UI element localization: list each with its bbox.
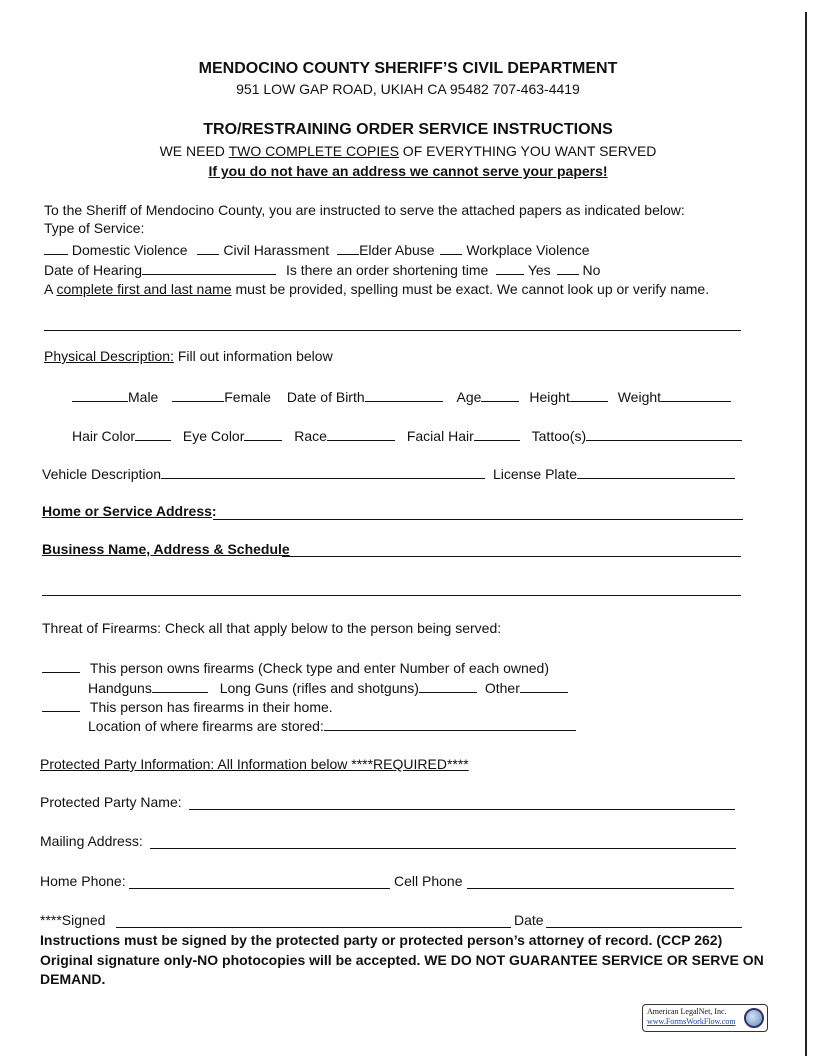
- home-address-label: Home or Service Address:: [42, 503, 217, 519]
- hair-color-field[interactable]: [135, 426, 171, 441]
- footer-line-3: DEMAND.: [40, 971, 106, 987]
- facial-hair-field[interactable]: [474, 426, 520, 441]
- name-requirement: A complete first and last name must be provided, spelling must be exact. We cannot look up or verify name.: [44, 281, 710, 297]
- male-field[interactable]: [72, 387, 128, 402]
- instruction-text: To the Sheriff of Mendocino County, you are instructed to serve the attached papers as indicated below:: [44, 202, 685, 218]
- copies-notice: WE NEED TWO COMPLETE COPIES OF EVERYTHING YOU WANT SERVED: [159, 143, 657, 159]
- mailing-address-label: Mailing Address:: [40, 833, 143, 849]
- owns-firearms-row: This person owns firearms (Check type and enter Number of each owned): [42, 658, 549, 676]
- height-field[interactable]: [570, 387, 608, 402]
- logo-url[interactable]: www.FormsWorkFlow.com: [647, 1017, 736, 1026]
- handguns-count-field[interactable]: [152, 678, 208, 693]
- hearing-date-field[interactable]: [142, 260, 276, 275]
- other-count-field[interactable]: [520, 678, 568, 693]
- business-line-1[interactable]: [282, 556, 741, 557]
- home-address-line[interactable]: [213, 519, 743, 520]
- has-firearms-row: This person has firearms in their home.: [42, 697, 333, 715]
- tattoos-field[interactable]: [586, 426, 742, 441]
- date-field[interactable]: [546, 927, 742, 928]
- form-title: TRO/RESTRAINING ORDER SERVICE INSTRUCTIONS: [203, 121, 613, 138]
- physical-row-1: Male Female Date of Birth Age Height Weight: [72, 387, 731, 405]
- license-plate-field[interactable]: [577, 464, 735, 479]
- protected-name-field[interactable]: [189, 809, 735, 810]
- legalnet-logo: [642, 1004, 768, 1032]
- logo-company: American LegalNet, Inc.: [647, 1007, 727, 1016]
- footer-line-1: Instructions must be signed by the protected party or protected person’s attorney of record. (CCP 262): [40, 932, 723, 948]
- department-title: MENDOCINO COUNTY SHERIFF’S CIVIL DEPARTMENT: [198, 60, 618, 77]
- name-field-line[interactable]: [44, 330, 741, 331]
- firearm-types-row: Handguns Long Guns (rifles and shotguns) Other: [88, 678, 568, 696]
- firearms-location-field[interactable]: [324, 716, 576, 731]
- long-guns-count-field[interactable]: [419, 678, 477, 693]
- home-phone-field[interactable]: [129, 888, 390, 889]
- service-type-row: Domestic Violence Civil Harassment Elder Abuse Workplace Violence: [44, 240, 590, 258]
- footer-line-2: Original signature only-NO photocopies will be accepted. WE DO NOT GUARANTEE SERVICE OR SERVE ON: [40, 952, 764, 968]
- physical-row-2: Hair Color Eye Color Race Facial Hair Tattoo(s): [72, 426, 742, 444]
- owns-firearms-checkbox[interactable]: [42, 658, 80, 673]
- race-field[interactable]: [327, 426, 395, 441]
- shortening-yes-field[interactable]: [496, 260, 524, 275]
- elder-abuse-checkbox[interactable]: [337, 240, 359, 255]
- department-address: 951 LOW GAP ROAD, UKIAH CA 95482 707-463-4419: [236, 81, 580, 97]
- physical-heading: Physical Description: Fill out information below: [44, 348, 333, 364]
- shortening-no-field[interactable]: [557, 260, 579, 275]
- has-firearms-checkbox[interactable]: [42, 697, 80, 712]
- cell-phone-field[interactable]: [467, 888, 734, 889]
- mailing-address-field[interactable]: [150, 848, 736, 849]
- female-field[interactable]: [172, 387, 224, 402]
- weight-field[interactable]: [661, 387, 731, 402]
- firearms-location-row: Location of where firearms are stored:: [88, 716, 576, 734]
- signed-label: ****Signed: [40, 912, 106, 928]
- vehicle-row: Vehicle Description License Plate: [42, 464, 735, 482]
- globe-icon: [744, 1008, 764, 1028]
- protected-party-heading: Protected Party Information: All Information below ****REQUIRED****: [40, 756, 469, 772]
- domestic-violence-checkbox[interactable]: [44, 240, 68, 255]
- eye-color-field[interactable]: [244, 426, 282, 441]
- business-label: Business Name, Address & Schedule: [42, 541, 290, 557]
- vehicle-field[interactable]: [161, 464, 485, 479]
- cell-phone-label: Cell Phone: [394, 873, 463, 889]
- civil-harassment-checkbox[interactable]: [197, 240, 219, 255]
- business-line-2[interactable]: [42, 595, 741, 596]
- hearing-row: Date of Hearing Is there an order shortening time Yes No: [44, 262, 601, 278]
- age-field[interactable]: [481, 387, 519, 402]
- protected-name-label: Protected Party Name:: [40, 794, 182, 810]
- address-warning: If you do not have an address we cannot serve your papers!: [208, 163, 608, 179]
- home-phone-label: Home Phone:: [40, 873, 126, 889]
- signature-field[interactable]: [116, 927, 511, 928]
- type-of-service-label: Type of Service:: [44, 220, 145, 236]
- firearms-heading: Threat of Firearms: Check all that apply below to the person being served:: [42, 620, 502, 636]
- workplace-violence-checkbox[interactable]: [440, 240, 462, 255]
- date-label: Date: [514, 912, 544, 928]
- dob-field[interactable]: [365, 387, 443, 402]
